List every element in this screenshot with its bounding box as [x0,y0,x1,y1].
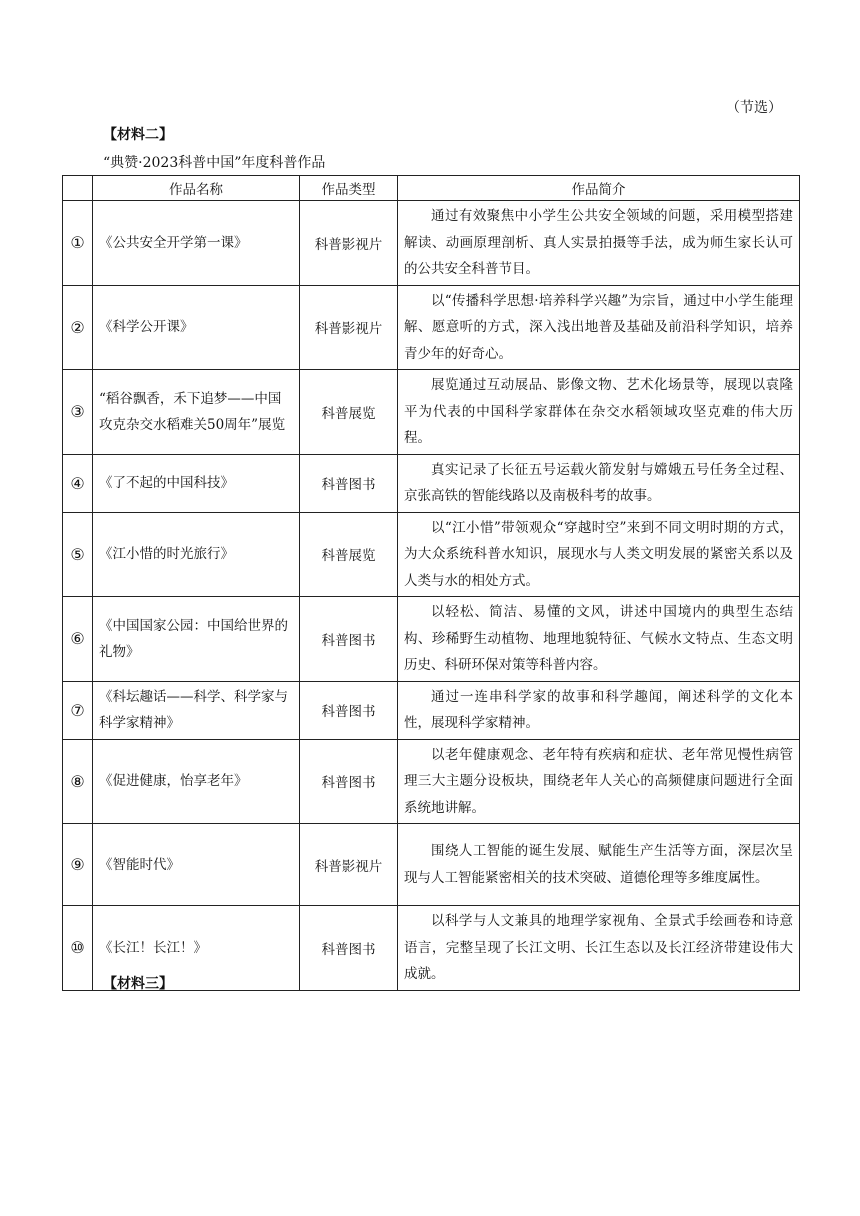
work-name: 《江小惜的时光旅行》 [93,512,300,597]
row-number: ① [63,201,93,286]
table-header-row [63,176,800,201]
work-type: 科普图书 [300,739,398,824]
header-work-type: 作品类型 [300,176,398,201]
row-number: ⑤ [63,512,93,597]
material-two-heading: 【材料二】 [103,127,173,143]
work-type: 科普图书 [300,681,398,739]
work-summary: 真实记录了长征五号运载火箭发射与嫦娥五号任务全过程、京张高铁的智能线路以及南极科考的故事。 [398,454,800,512]
work-summary: 通过一连串科学家的故事和科学趣闻，阐述科学的文化本性，展现科学家精神。 [398,681,800,739]
work-type: 科普展览 [300,370,398,455]
table-row [63,906,800,991]
work-summary: 展览通过互动展品、影像文物、艺术化场景等，展现以袁隆平为代表的中国科学家群体在杂交水稻领域攻坚克难的伟大历程。 [398,370,800,455]
table-row [63,681,800,739]
work-summary: 围绕人工智能的诞生发展、赋能生产生活等方面，深层次呈现与人工智能紧密相关的技术突破、道德伦理等多维度属性。 [398,824,800,906]
excerpt-note: （节选） [726,100,782,116]
work-name: 《科坛趣话——科学、科学家与科学家精神》 [93,681,300,739]
work-type: 科普影视片 [300,824,398,906]
work-summary: 以科学与人文兼具的地理学家视角、全景式手绘画卷和诗意语言，完整呈现了长江文明、长江生态以及长江经济带建设伟大成就。 [398,906,800,991]
table-row [63,597,800,682]
row-number: ⑥ [63,597,93,682]
work-name: 《长江！长江！》 [93,906,300,991]
table-caption: “典赞·2023科普中国”年度科普作品 [103,155,326,171]
work-name: 《中国国家公园：中国给世界的礼物》 [93,597,300,682]
work-type: 科普图书 [300,597,398,682]
header-index [63,176,93,201]
table-row [63,285,800,370]
work-name: 《公共安全开学第一课》 [93,201,300,286]
work-name: 《了不起的中国科技》 [93,454,300,512]
row-number: ⑧ [63,739,93,824]
work-name: 《智能时代》 [93,824,300,906]
header-work-summary: 作品简介 [398,176,800,201]
row-number: ⑨ [63,824,93,906]
table-row [63,824,800,906]
work-name: 《促进健康，怡享老年》 [93,739,300,824]
work-summary: 以老年健康观念、老年特有疾病和症状、老年常见慢性病管理三大主题分设板块，围绕老年人关心的高频健康问题进行全面系统地讲解。 [398,739,800,824]
work-type: 科普展览 [300,512,398,597]
work-summary: 以“传播科学思想·培养科学兴趣”为宗旨，通过中小学生能理解、愿意听的方式，深入浅出地普及基础及前沿科学知识，培养青少年的好奇心。 [398,285,800,370]
row-number: ⑦ [63,681,93,739]
table-row [63,201,800,286]
table-row [63,512,800,597]
material-three-heading: 【材料三】 [103,976,173,992]
table-row [63,739,800,824]
row-number: ④ [63,454,93,512]
work-summary: 以轻松、简洁、易懂的文风，讲述中国境内的典型生态结构、珍稀野生动植物、地理地貌特征、气候水文特点、生态文明历史、科研环保对策等科普内容。 [398,597,800,682]
row-number: ⑩ [63,906,93,991]
work-type: 科普图书 [300,906,398,991]
table-row [63,454,800,512]
row-number: ③ [63,370,93,455]
row-number: ② [63,285,93,370]
work-type: 科普影视片 [300,285,398,370]
work-summary: 以“江小惜”带领观众“穿越时空”来到不同文明时期的方式，为大众系统科普水知识，展现水与人类文明发展的紧密关系以及人类与水的相处方式。 [398,512,800,597]
work-name: 《科学公开课》 [93,285,300,370]
work-summary: 通过有效聚焦中小学生公共安全领域的问题，采用模型搭建解读、动画原理剖析、真人实景拍摄等手法，成为师生家长认可的公共安全科普节目。 [398,201,800,286]
work-type: 科普影视片 [300,201,398,286]
works-table [62,175,800,991]
table-row [63,370,800,455]
header-work-name: 作品名称 [93,176,300,201]
work-type: 科普图书 [300,454,398,512]
work-name: “稻谷飘香，禾下追梦——中国攻克杂交水稻难关50周年”展览 [93,370,300,455]
